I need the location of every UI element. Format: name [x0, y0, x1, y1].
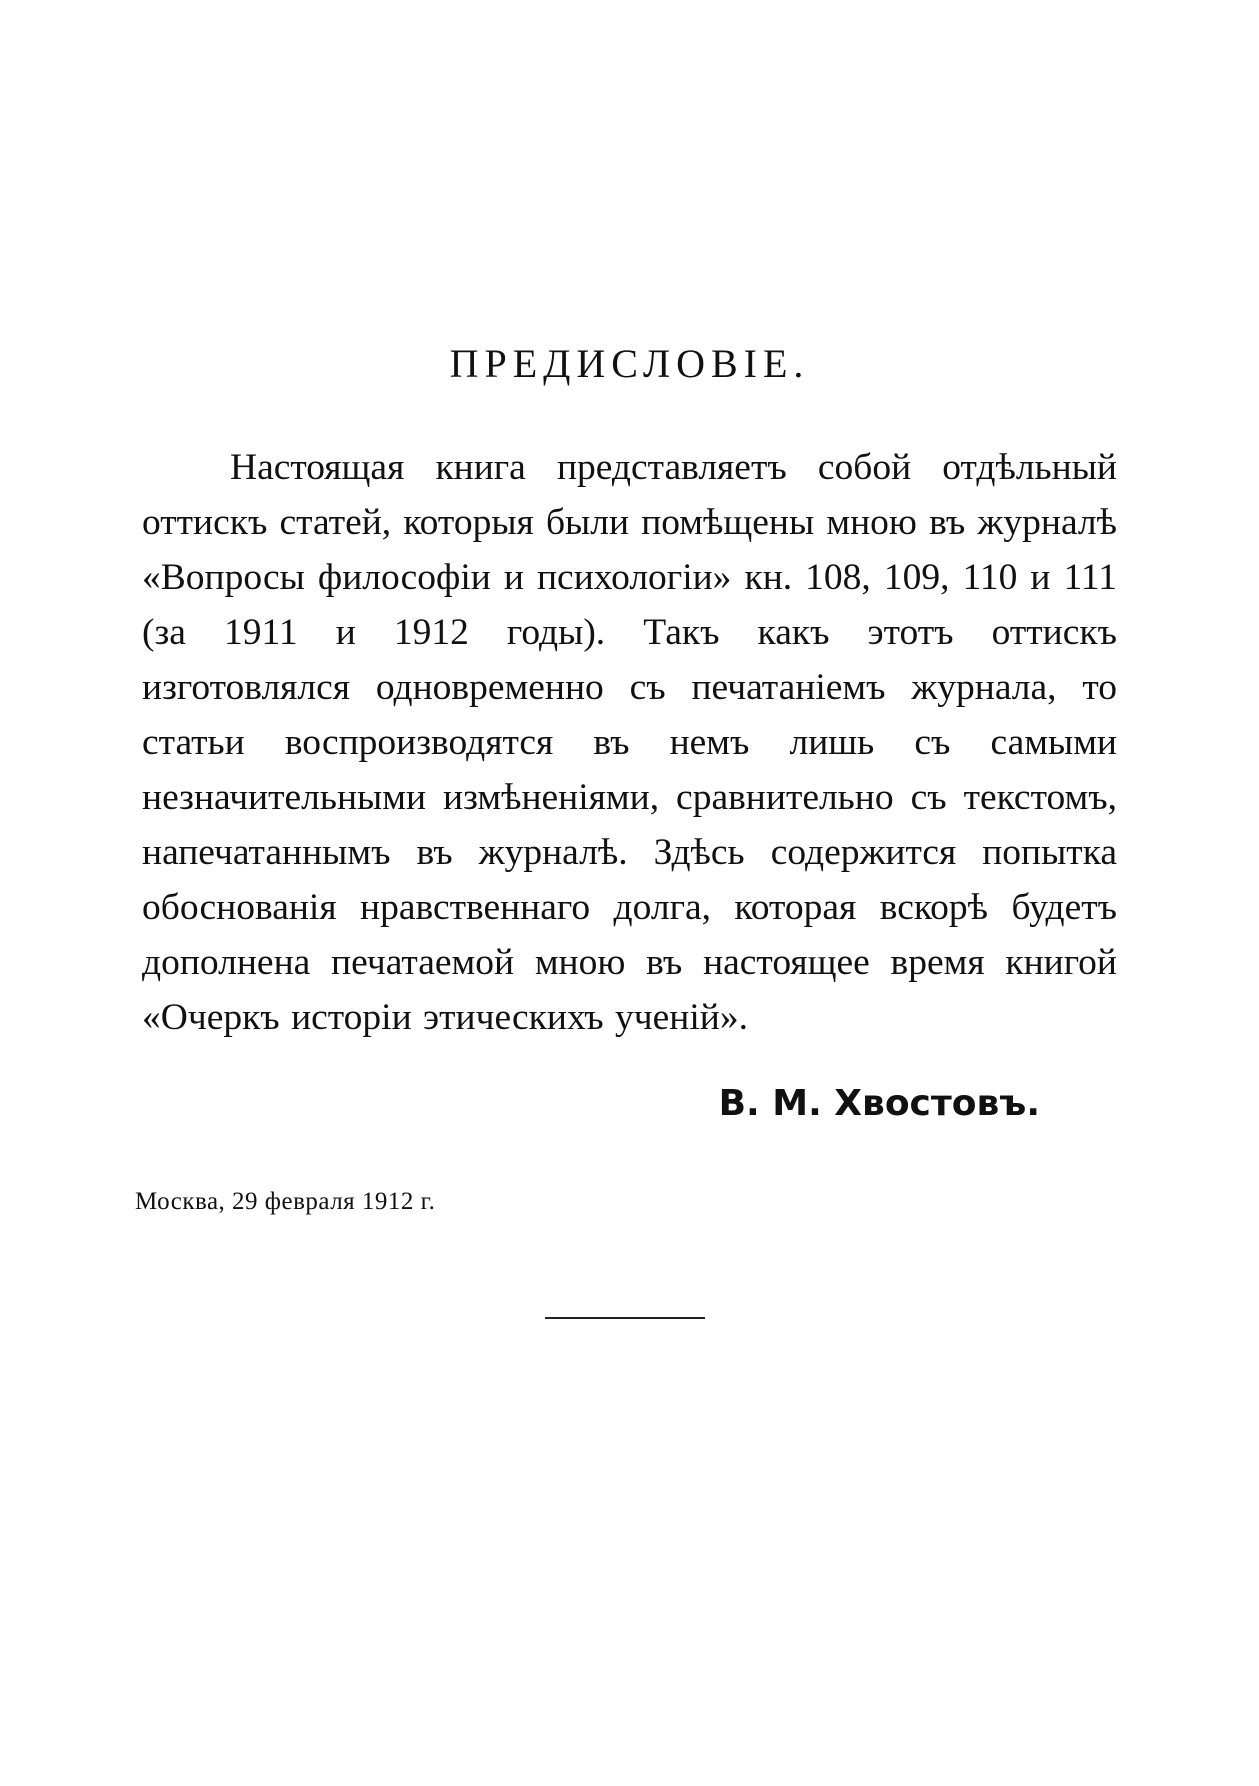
place-date: Москва, 29 февраля 1912 г. — [135, 1188, 436, 1215]
author-signature: В. М. Хвостовъ. — [718, 1083, 1040, 1124]
preface-paragraph: Настоящая книга представляетъ собой отдѣльный оттискъ статей, которыя были помѣщены мною въ журналѣ «Вопросы философіи и психологіи» кн. 108, 109, 110 и 111 (за 1911 и 1912 годы). Такъ какъ этотъ оттискъ изготовлялся одновременно съ печатаніемъ журнала, то статьи воспроизводятся въ немъ лишь съ самыми незначительными измѣненіями, сравнительно съ текстомъ, напечатаннымъ въ журналѣ. Здѣсь содержится попытка обоснованія нравственнаго долга, которая вскорѣ будетъ дополнена печатаемой мною въ настоящее время книгой «Очеркъ исторіи этическихъ ученій». — [142, 447, 1117, 1038]
page-title: ПРЕДИСЛОВІЕ. — [449, 341, 810, 386]
divider-rule — [545, 1317, 705, 1319]
